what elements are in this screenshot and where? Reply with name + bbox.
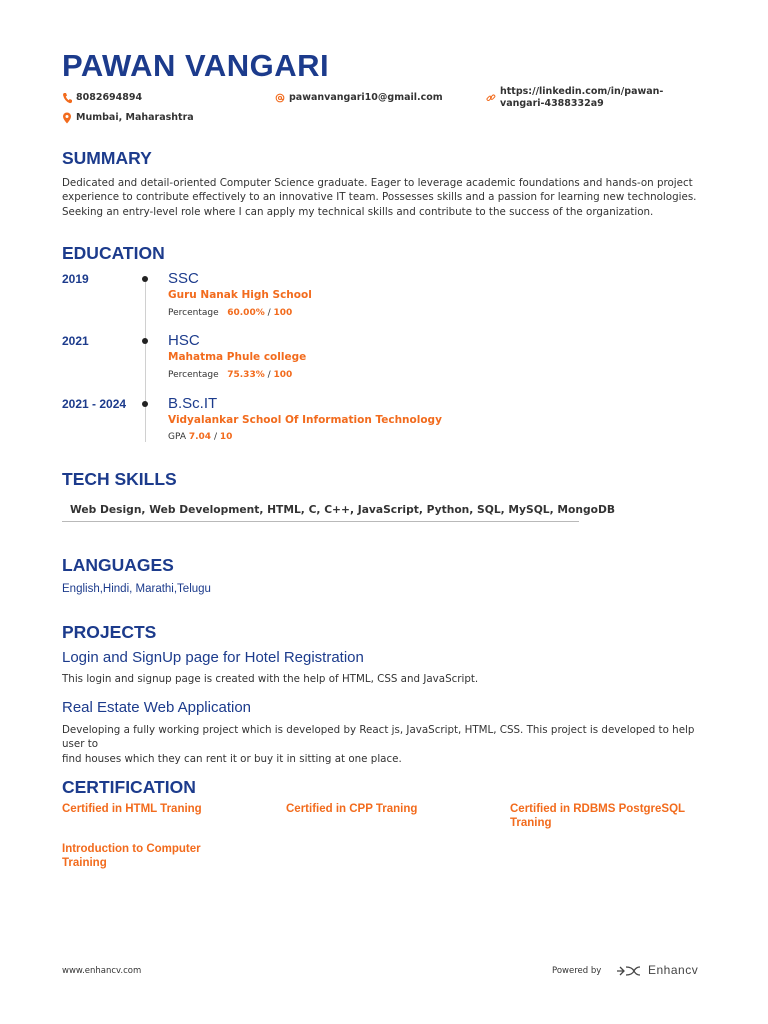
education-score (168, 370, 292, 380)
project-title: Real Estate Web Application (62, 699, 252, 716)
score-value: 7.04 (188, 432, 212, 442)
score-label: Percentage (168, 308, 219, 318)
certification-line: Certified in CPP Traning (286, 803, 418, 815)
education-score (168, 432, 232, 442)
education-score (168, 308, 292, 318)
location-contact (62, 112, 262, 124)
languages-text: English,Hindi, Marathi,Telugu (62, 583, 211, 595)
education-school: Vidyalankar School Of Information Technology (168, 414, 442, 426)
skills-tag (62, 501, 615, 522)
certification-item (510, 803, 710, 830)
score-separator: / (213, 432, 217, 442)
summary-line: experience to contribute effectively to an innovative IT team. Possesses skills and a passion for learning new technologies. (62, 191, 697, 204)
certification-line: Traning (510, 816, 552, 829)
score-value: 75.33% (227, 370, 265, 380)
score-label: GPA (168, 432, 186, 442)
skills-text: Web Design, Web Development, HTML, C, C++, JavaScript, Python, SQL, MySQL, MongoDB (70, 503, 615, 516)
project-description-line: This login and signup page is created with the help of HTML, CSS and JavaScript. (62, 673, 479, 685)
tech-skills-heading: TECH SKILLS (62, 469, 177, 489)
timeline-dot (142, 276, 148, 282)
timeline-dot (142, 338, 148, 344)
link-icon (486, 92, 496, 104)
certification-item (286, 803, 486, 817)
score-max: 100 (273, 370, 293, 380)
certification-line: Certified in HTML Traning (62, 803, 202, 815)
certification-line: Training (62, 856, 107, 869)
education-school: Guru Nanak High School (168, 289, 312, 301)
timeline-dot (142, 401, 148, 407)
score-label: Percentage (168, 370, 219, 380)
project-description-line: Developing a fully working project which is developed by React js, JavaScript, HTML, CSS. This project is developed to help user to (62, 724, 695, 751)
timeline-line (145, 282, 146, 442)
education-degree: HSC (168, 332, 200, 349)
email-contact[interactable] (275, 92, 475, 104)
footer-brand-name[interactable]: Enhancv (648, 963, 699, 977)
certification-item (62, 803, 262, 817)
phone-text: 8082694894 (76, 92, 143, 103)
projects-heading: PROJECTS (62, 622, 157, 642)
phone-icon (62, 92, 72, 104)
location-pin-icon (62, 112, 72, 124)
education-year: 2021 (62, 334, 89, 348)
score-max: 10 (219, 432, 233, 442)
education-year: 2019 (62, 272, 89, 286)
summary-text (62, 176, 706, 219)
certification-heading: CERTIFICATION (62, 777, 196, 797)
location-text: Mumbai, Maharashtra (76, 112, 194, 123)
summary-heading: SUMMARY (62, 148, 152, 168)
linkedin-text-line2[interactable]: vangari-4388332a9 (500, 98, 604, 109)
linkedin-contact[interactable] (486, 86, 686, 112)
email-text[interactable]: pawanvangari10@gmail.com (289, 92, 443, 103)
education-heading: EDUCATION (62, 243, 165, 263)
phone-contact (62, 92, 262, 104)
certification-line: Introduction to Computer (62, 843, 201, 855)
certification-item (62, 843, 262, 870)
education-degree: SSC (168, 270, 199, 287)
project-description (62, 723, 706, 766)
project-description (62, 672, 706, 686)
enhancv-logo-icon (616, 964, 642, 978)
project-title: Login and SignUp page for Hotel Registration (62, 649, 364, 666)
certification-line: Certified in RDBMS PostgreSQL (510, 803, 686, 815)
candidate-name: PAWAN VANGARI (62, 48, 330, 83)
summary-line: Seeking an entry-level role where I can apply my technical skills and contribute to the success of the organization. (62, 205, 654, 218)
education-school: Mahatma Phule college (168, 351, 307, 363)
footer-powered-by: Powered by (552, 966, 602, 976)
languages-heading: LANGUAGES (62, 555, 174, 575)
score-separator: / (267, 308, 271, 318)
at-icon (275, 92, 285, 104)
score-separator: / (267, 370, 271, 380)
project-description-line: find houses which they can rent it or buy it in sitting at one place. (62, 752, 402, 765)
score-max: 100 (273, 308, 293, 318)
summary-line: Dedicated and detail-oriented Computer Science graduate. Eager to leverage academic foundations and hands-on project (62, 177, 693, 189)
education-year: 2021 - 2024 (62, 397, 127, 411)
footer-website-link[interactable]: www.enhancv.com (62, 966, 142, 976)
education-degree: B.Sc.IT (168, 395, 218, 412)
score-value: 60.00% (227, 308, 265, 318)
linkedin-text-line1[interactable]: https://linkedin.com/in/pawan- (500, 86, 664, 97)
